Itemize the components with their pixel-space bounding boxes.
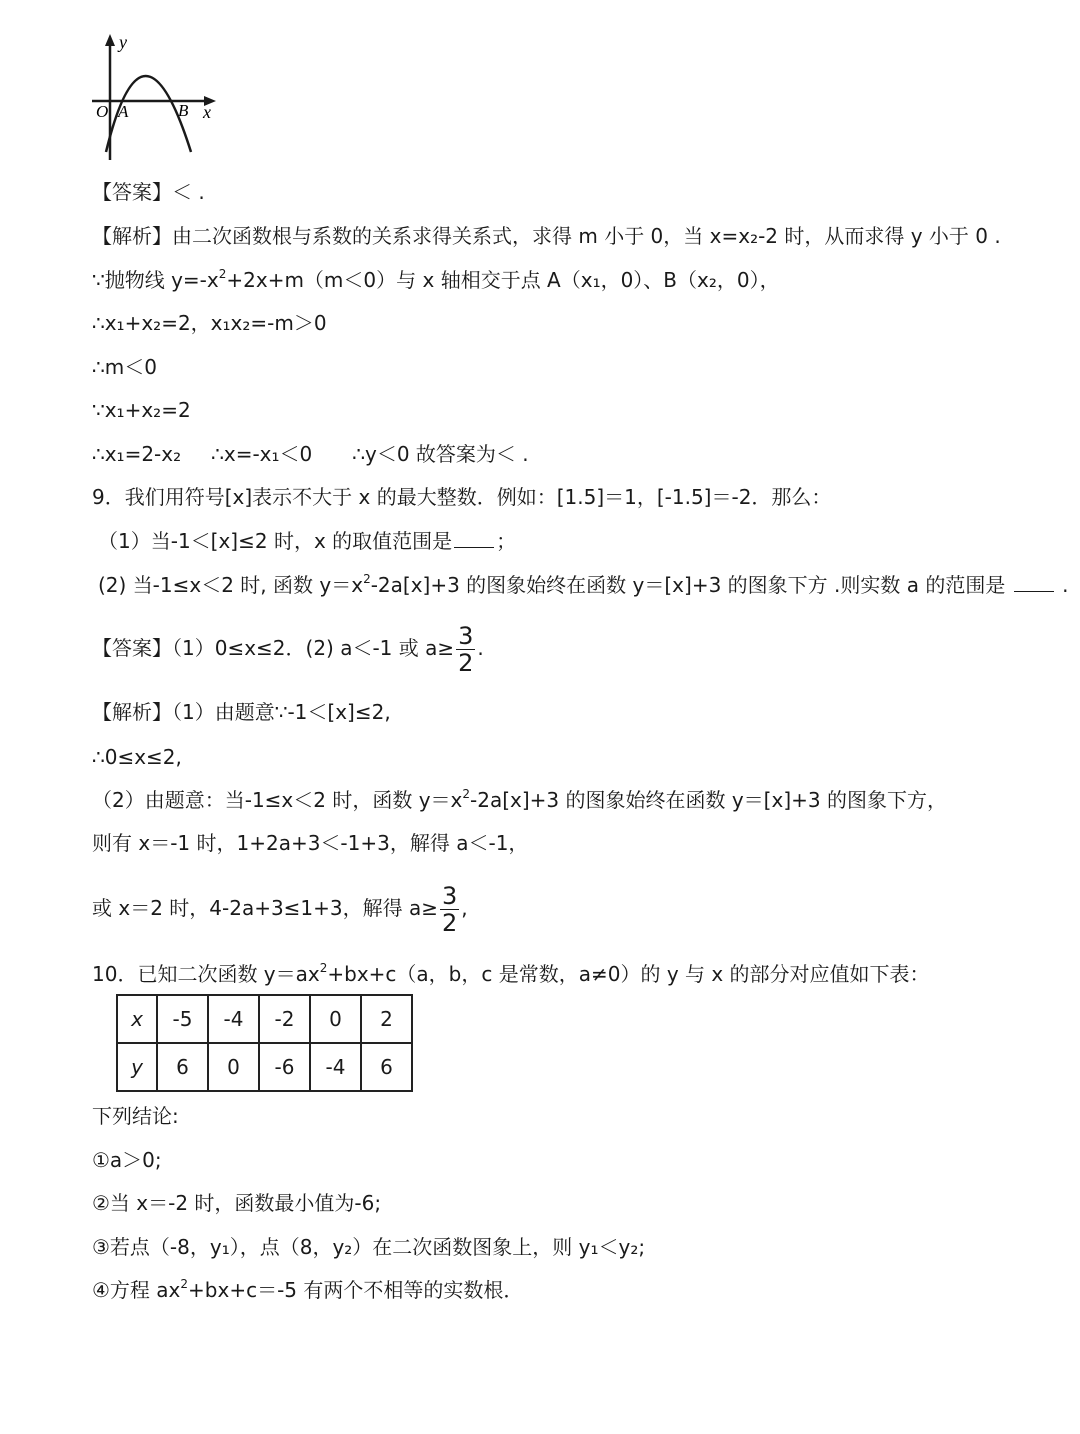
origin-label: O [96, 102, 109, 121]
q8-step-1: ∵抛物线 $y=-x^2+2x+m(m<0)$与 x 轴相交于点 A（x₁，0）、B（x₂，0）， [92, 267, 780, 292]
analysis-tag: 【解析】 [92, 700, 172, 724]
fraction: $\frac{3}{2}$ [442, 882, 458, 937]
q8-answer: 【答案】＜ . [92, 180, 205, 204]
value-table [116, 994, 413, 1092]
parabola-graph [88, 30, 228, 170]
q10-conclusions-label: 下列结论: [92, 1104, 179, 1128]
table-cell: 6 [361, 1043, 412, 1091]
q9-analysis-5: 或 x＝2 时，4-2a+3≤1+3，解得 a≥ $\frac{3}{2}$ , [92, 882, 468, 937]
q10-conclusion-1: ①a＞0; [92, 1148, 162, 1172]
x-label: x [203, 102, 211, 122]
q10-conclusion-2: ②当 x＝-2 时，函数最小值为-6; [92, 1191, 382, 1215]
table-cell: 2 [361, 995, 412, 1043]
answer-tag: 【答案】 [92, 636, 172, 660]
q10-conclusion-3: ③若点（-8，y₁），点（8，y₂）在二次函数图象上，则 y₁＜y₂; [92, 1235, 646, 1259]
q8-step-2: ∴x₁+x₂=2，x₁x₂=-m＞0 [92, 311, 327, 335]
point-b-label: B [178, 101, 189, 120]
y-label: y [119, 32, 127, 52]
q10-stem: 10．已知二次函数 $y=ax^2+bx+c(a$，b，c 是常数，a≠0）的 y 与 x 的部分对应值如下表： [92, 961, 930, 986]
q10-conclusion-4: ④方程 $ax^2+bx+c=-5$ 有两个不相等的实数根． [92, 1277, 524, 1302]
answer-blank [1014, 573, 1054, 592]
table-cell: 6 [157, 1043, 208, 1091]
table-header: y [117, 1043, 157, 1091]
answer-tag: 【答案】 [92, 180, 172, 204]
table-cell: -6 [259, 1043, 310, 1091]
q9-part-1: （1）当-1＜[x]≤2 时，x 的取值范围是 ； [98, 529, 517, 553]
table-cell: -2 [259, 995, 310, 1043]
analysis-tag: 【解析】 [92, 224, 172, 248]
table-header: x [117, 995, 157, 1043]
answer-blank [454, 529, 494, 548]
table-cell: -4 [310, 1043, 361, 1091]
q9-analysis-2: ∴0≤x≤2, [92, 745, 182, 769]
q9-analysis-4: 则有 x＝-1 时，1+2a+3＜-1+3，解得 a＜-1， [92, 831, 529, 855]
table-cell: -4 [208, 995, 259, 1043]
y-axis-arrow [105, 34, 115, 46]
point-a-label: A [118, 102, 129, 121]
fraction: $\frac{3}{2}$ [458, 622, 474, 677]
table-cell: 0 [310, 995, 361, 1043]
table-row [117, 995, 412, 1043]
q8-step-5: ∴x₁=2-x₂ ∴x=-x₁＜0 ∴y＜0 故答案为＜ . [92, 442, 529, 466]
table-cell: 0 [208, 1043, 259, 1091]
q9-stem: 9．我们用符号[x]表示不大于 x 的最大整数．例如：[1.5]＝1，[-1.5]＝-2．那么： [92, 485, 832, 509]
q8-step-3: ∴m＜0 [92, 355, 157, 379]
q9-analysis-3: （2）由题意：当-1≤x＜2 时，函数 $y=x^2-2a[x]+3$ 的图象始终在函数 y＝[x]+3 的图象下方， [92, 787, 947, 812]
q9-part-2: (2) 当-1≤x＜2 时, 函数 $y=x^2-2a[x]+3$ 的图象始终在函数 y＝[x]+3 的图象下方 .则实数 a 的范围是 . [98, 572, 1069, 597]
q9-analysis-1: 【解析】（1）由题意∵-1＜[x]≤2, [92, 700, 391, 724]
q9-answer: 【答案】（1）0≤x≤2．(2) a＜-1 或 a≥ $\frac{3}{2}$ . [92, 622, 484, 677]
q8-step-4: ∵x₁+x₂=2 [92, 398, 191, 422]
table-cell: -5 [157, 995, 208, 1043]
table-row [117, 1043, 412, 1091]
q8-analysis: 【解析】由二次函数根与系数的关系求得关系式，求得 m 小于 0，当 x=x₂-2 时，从而求得 y 小于 0 . [92, 224, 1001, 248]
